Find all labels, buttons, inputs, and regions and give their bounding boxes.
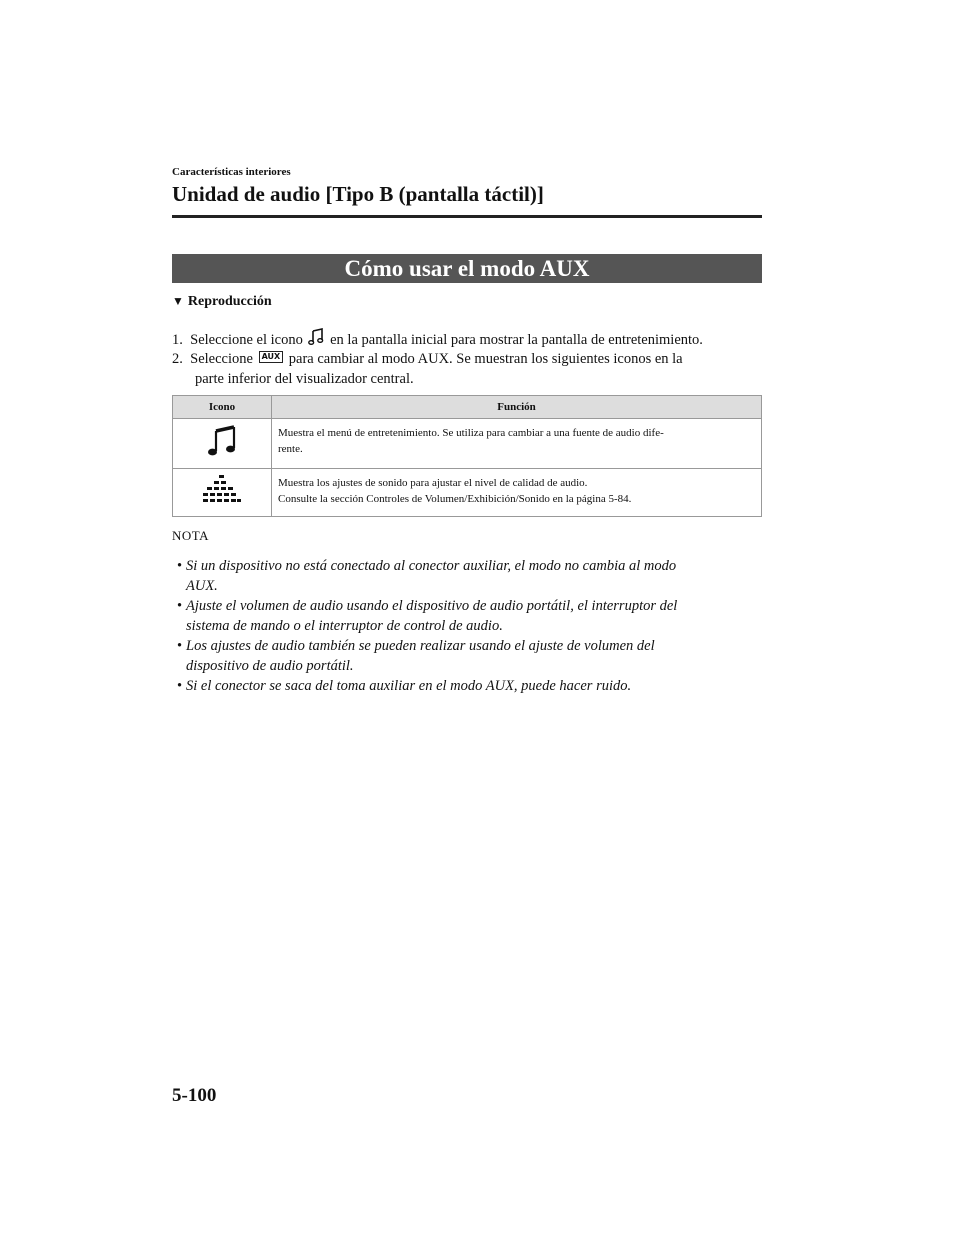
table-row <box>173 419 762 469</box>
subheading-text: Reproducción <box>187 294 272 309</box>
function-line: rente. <box>278 443 303 455</box>
note-line: Si el conector se saca del toma auxiliar en el modo AUX, puede hacer ruido. <box>186 678 632 694</box>
aux-icon: AUX <box>259 351 284 363</box>
step-number: 2. <box>172 351 183 367</box>
note-line: Ajuste el volumen de audio usando el dispositivo de audio portátil, el interruptor del <box>186 598 678 614</box>
music-note-icon <box>306 327 326 347</box>
note-item <box>177 556 677 596</box>
bullet: • <box>177 678 183 694</box>
note-line: dispositivo de audio portátil. <box>186 658 354 674</box>
table-header-row <box>173 396 762 419</box>
note-item <box>177 676 632 696</box>
table-cell-icon <box>173 419 272 469</box>
function-line: Consulte la sección Controles de Volumen/Exhibición/Sonido en la página 5-84. <box>278 493 632 505</box>
step-2 <box>172 349 683 369</box>
note-item <box>177 596 678 636</box>
step-text: Seleccione el icono <box>190 332 303 348</box>
title-divider <box>172 215 762 218</box>
equalizer-icon <box>202 473 242 507</box>
page-title: Unidad de audio [Tipo B (pantalla táctil)] <box>172 182 544 206</box>
table-cell-icon <box>173 469 272 517</box>
note-item <box>177 636 655 676</box>
bullet: • <box>177 598 183 614</box>
step-1 <box>172 327 703 350</box>
table-cell-function <box>272 469 762 517</box>
section-title: Cómo usar el modo AUX <box>172 254 762 283</box>
note-line: Los ajustes de audio también se pueden realizar usando el ajuste de volumen del <box>186 638 655 654</box>
bullet: • <box>177 558 183 574</box>
table-header-function: Función <box>272 396 762 419</box>
function-line: Muestra el menú de entretenimiento. Se utiliza para cambiar a una fuente de audio dife- <box>278 427 664 439</box>
table-row <box>173 469 762 517</box>
bullet: • <box>177 638 183 654</box>
step-number: 1. <box>172 332 183 348</box>
icon-function-table <box>172 395 762 517</box>
function-line: Muestra los ajustes de sonido para ajustar el nivel de calidad de audio. <box>278 477 588 489</box>
step-2-continuation: parte inferior del visualizador central. <box>195 371 414 387</box>
step-text: en la pantalla inicial para mostrar la pantalla de entretenimiento. <box>330 332 703 348</box>
note-line: sistema de mando o el interruptor de control de audio. <box>186 618 503 634</box>
note-line: Si un dispositivo no está conectado al conector auxiliar, el modo no cambia al modo <box>186 558 677 574</box>
step-text: Seleccione <box>190 351 253 367</box>
table-cell-function <box>272 419 762 469</box>
note-line: AUX. <box>186 578 218 594</box>
music-note-icon <box>204 423 240 459</box>
triangle-icon: ▼ <box>172 294 184 308</box>
subheading <box>172 294 272 310</box>
page-number: 5-100 <box>172 1085 217 1106</box>
table-header-icon: Icono <box>173 396 272 419</box>
nota-label: NOTA <box>172 528 210 543</box>
chapter-label: Características interiores <box>172 166 291 178</box>
step-text: para cambiar al modo AUX. Se muestran los siguientes iconos en la <box>288 351 683 367</box>
